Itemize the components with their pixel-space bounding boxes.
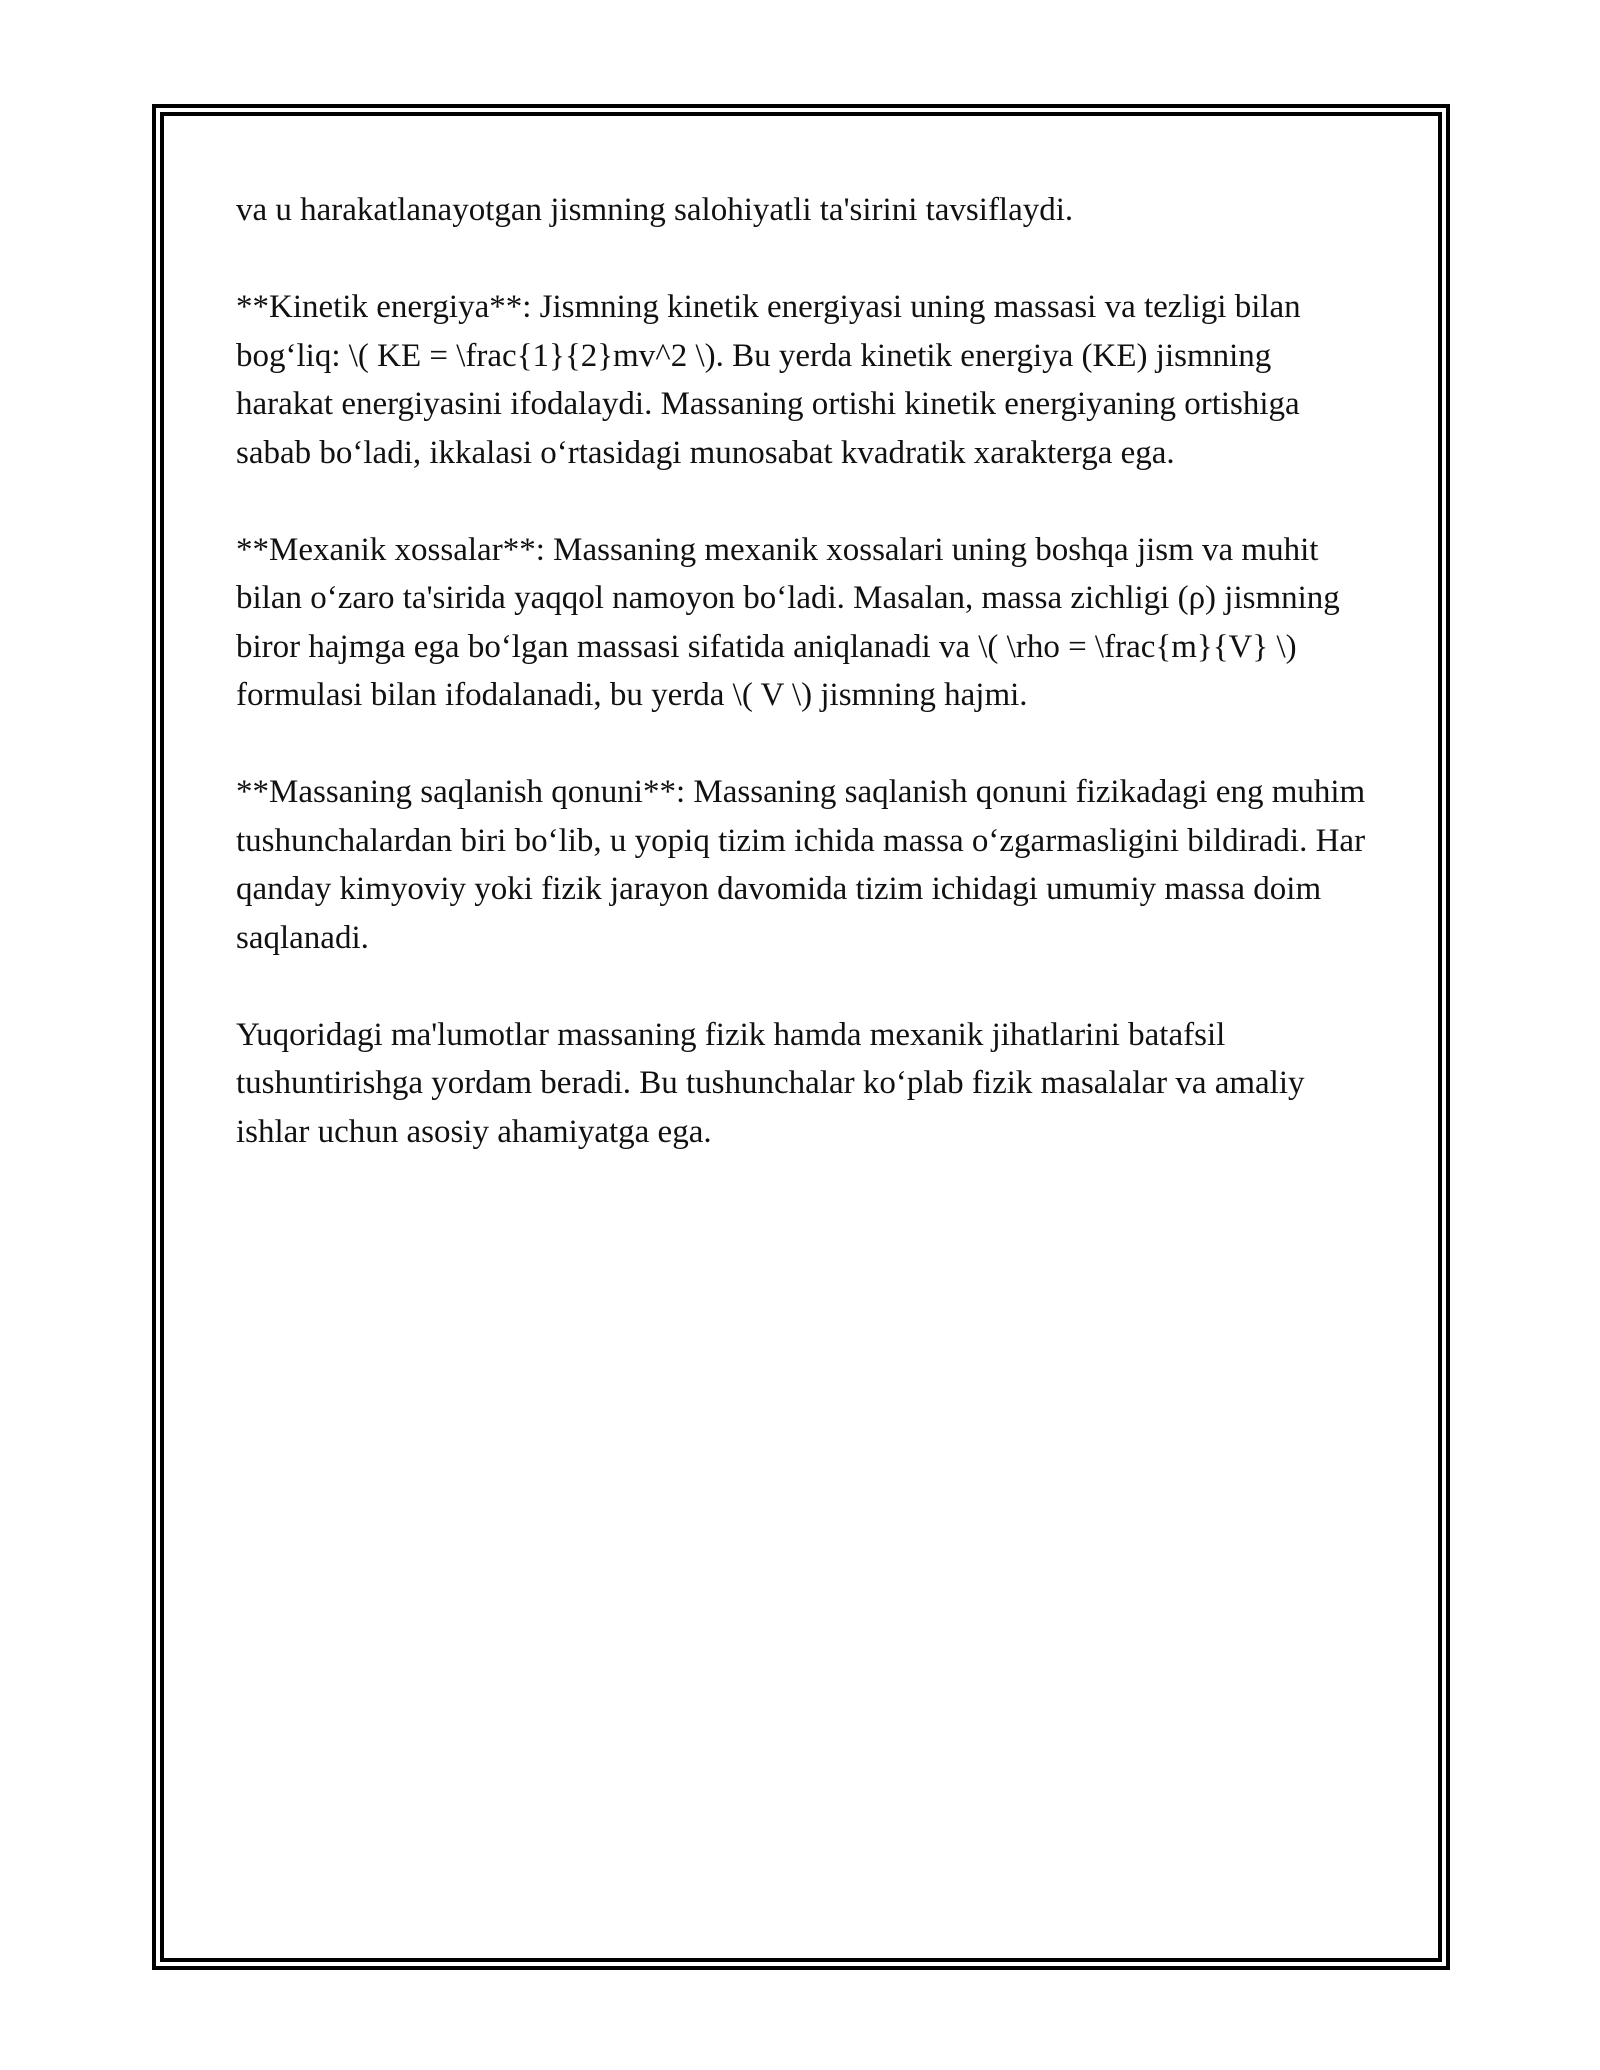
paragraph-mechanical-properties: **Mexanik xossalar**: Massaning mexanik xossalari uning boshqa jism va muhit bilan o‘zaro ta'sirida yaqqol namoyon bo‘ladi. Masalan, massa zichligi (ρ) jismning biror hajmga ega bo‘lgan massasi sifatida aniqlanadi va \( \rho = \frac{m}{V} \) formulasi bilan ifodalanadi, bu yerda \( V \) jismning hajmi. bbox=[236, 531, 1340, 713]
paragraph-intro-continuation: va u harakatlanayotgan jismning salohiyatli ta'sirini tavsiflaydi. bbox=[236, 192, 1074, 228]
document-body bbox=[236, 186, 1376, 1205]
paragraph-conclusion: Yuqoridagi ma'lumotlar massaning fizik hamda mexanik jihatlarini batafsil tushuntirishga yordam beradi. Bu tushunchalar ko‘plab fizik masalalar va amaliy ishlar uchun asosiy ahamiyatga ega. bbox=[236, 1016, 1305, 1150]
paragraph-conservation-of-mass: **Massaning saqlanish qonuni**: Massaning saqlanish qonuni fizikadagi eng muhim tushunchalardan biri bo‘lib, u yopiq tizim ichida massa o‘zgarmasligini bildiradi. Har qanday kimyoviy yoki fizik jarayon davomida tizim ichidagi umumiy massa doim saqlanadi. bbox=[236, 774, 1366, 956]
paragraph-kinetic-energy: **Kinetik energiya**: Jismning kinetik energiyasi uning massasi va tezligi bilan bog‘liq: \( KE = \frac{1}{2}mv^2 \). Bu yerda kinetik energiya (KE) jismning harakat energiyasini ifodalaydi. Massaning ortishi kinetik energiyaning ortishiga sabab bo‘ladi, ikkalasi o‘rtasidagi munosabat kvadratik xarakterga ega. bbox=[236, 289, 1301, 471]
